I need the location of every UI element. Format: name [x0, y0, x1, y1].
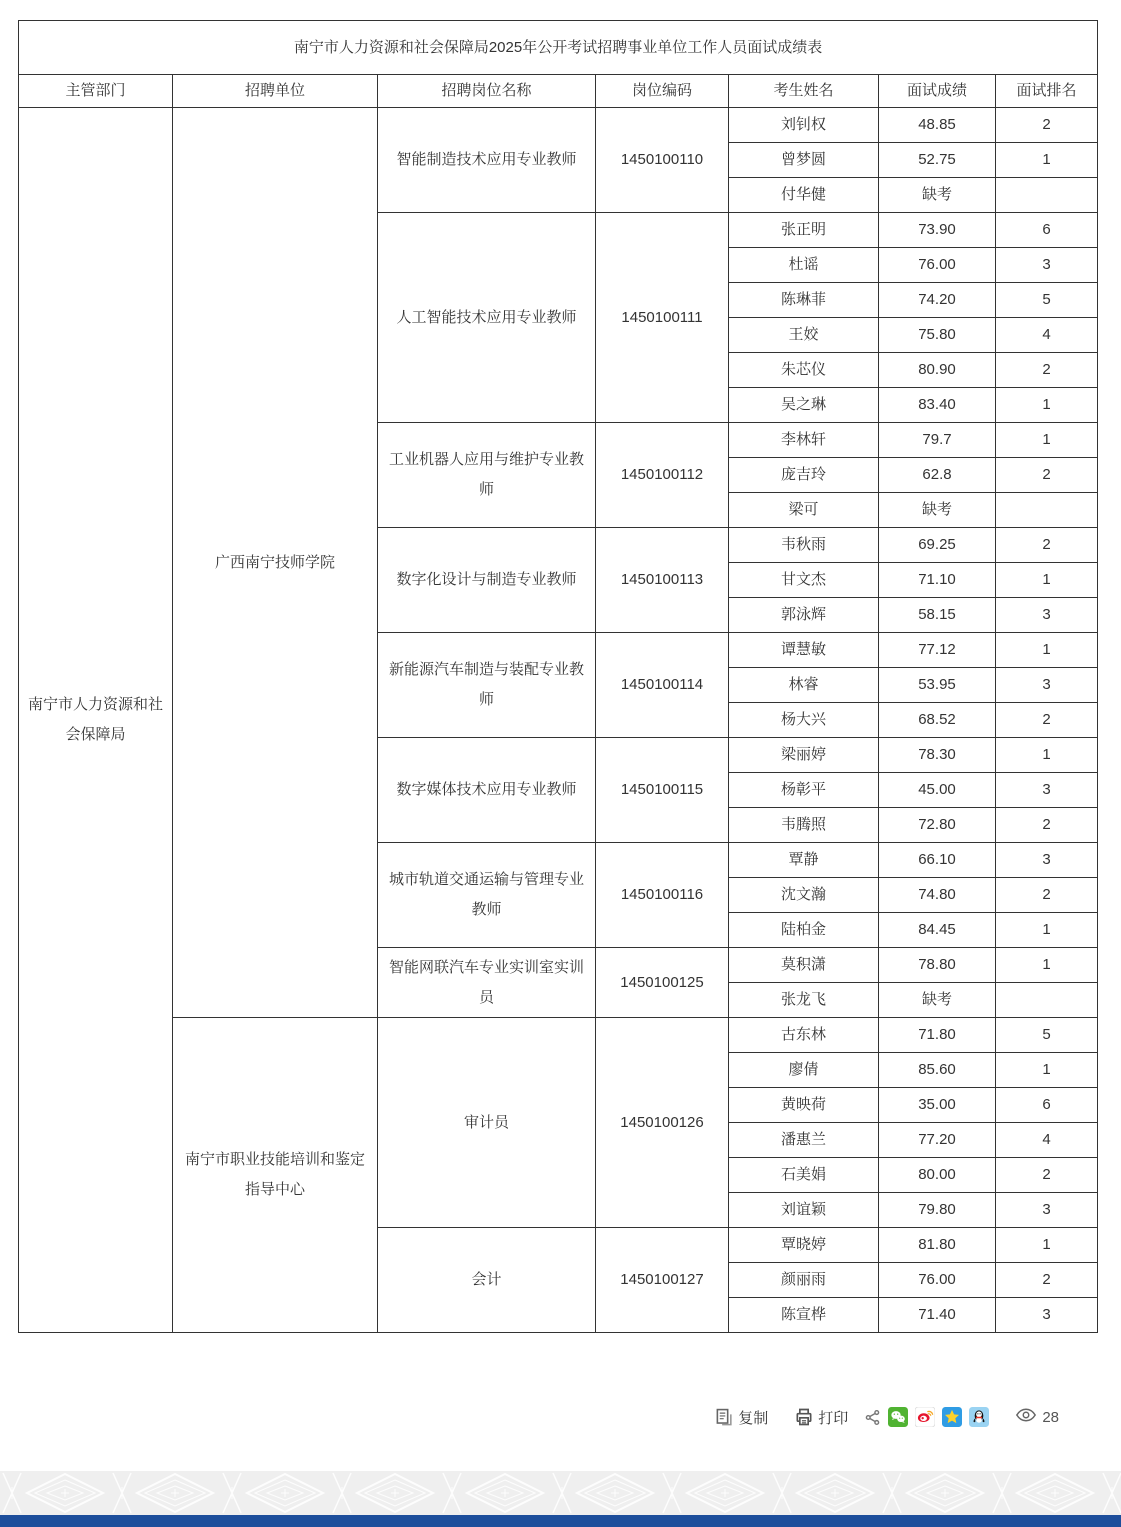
candidate-name-cell: 张正明 — [729, 213, 879, 248]
score-cell: 45.00 — [879, 773, 996, 808]
score-cell: 74.80 — [879, 878, 996, 913]
view-count: 28 — [1042, 1408, 1059, 1426]
footer-blue-bar — [0, 1515, 1121, 1527]
score-cell: 81.80 — [879, 1228, 996, 1263]
copy-button[interactable] — [715, 1407, 768, 1428]
rank-cell: 1 — [996, 143, 1098, 178]
score-table — [18, 20, 1098, 1333]
toolbar — [715, 1400, 1059, 1434]
rank-cell: 2 — [996, 1263, 1098, 1298]
score-cell: 77.20 — [879, 1123, 996, 1158]
score-cell: 72.80 — [879, 808, 996, 843]
rank-cell: 2 — [996, 1158, 1098, 1193]
share-qzone-button[interactable] — [942, 1407, 962, 1427]
candidate-name-cell: 潘惠兰 — [729, 1123, 879, 1158]
eye-icon — [1015, 1407, 1037, 1428]
department-cell: 南宁市人力资源和社会保障局 — [19, 108, 173, 1333]
candidate-name-cell: 曾梦圆 — [729, 143, 879, 178]
score-cell: 78.80 — [879, 948, 996, 983]
rank-cell: 1 — [996, 423, 1098, 458]
candidate-name-cell: 刘谊颖 — [729, 1193, 879, 1228]
candidate-name-cell: 陆柏金 — [729, 913, 879, 948]
printer-icon — [794, 1407, 814, 1427]
score-cell: 71.10 — [879, 563, 996, 598]
score-cell: 58.15 — [879, 598, 996, 633]
rank-cell: 3 — [996, 668, 1098, 703]
rank-cell: 1 — [996, 633, 1098, 668]
score-cell: 80.00 — [879, 1158, 996, 1193]
position-name-cell: 审计员 — [378, 1018, 596, 1228]
column-header-rank: 面试排名 — [996, 75, 1098, 108]
candidate-name-cell: 李林轩 — [729, 423, 879, 458]
candidate-name-cell: 梁可 — [729, 493, 879, 528]
table-row — [19, 108, 1098, 143]
score-cell: 62.8 — [879, 458, 996, 493]
position-code-cell: 1450100126 — [596, 1018, 729, 1228]
decorative-pattern-band — [0, 1471, 1121, 1515]
rank-cell: 6 — [996, 1088, 1098, 1123]
score-cell: 74.20 — [879, 283, 996, 318]
position-code-cell: 1450100111 — [596, 213, 729, 423]
rank-cell: 4 — [996, 318, 1098, 353]
rank-cell: 2 — [996, 108, 1098, 143]
rank-cell: 1 — [996, 563, 1098, 598]
position-code-cell: 1450100125 — [596, 948, 729, 1018]
candidate-name-cell: 付华健 — [729, 178, 879, 213]
rank-cell: 5 — [996, 283, 1098, 318]
candidate-name-cell: 王姣 — [729, 318, 879, 353]
rank-cell — [996, 983, 1098, 1018]
position-name-cell: 人工智能技术应用专业教师 — [378, 213, 596, 423]
candidate-name-cell: 韦秋雨 — [729, 528, 879, 563]
position-name-cell: 城市轨道交通运输与管理专业教师 — [378, 843, 596, 948]
position-code-cell: 1450100114 — [596, 633, 729, 738]
rank-cell: 1 — [996, 913, 1098, 948]
share-button[interactable] — [864, 1409, 881, 1426]
rank-cell: 2 — [996, 703, 1098, 738]
weibo-icon — [915, 1407, 935, 1427]
rank-cell: 3 — [996, 843, 1098, 878]
position-name-cell: 新能源汽车制造与装配专业教师 — [378, 633, 596, 738]
candidate-name-cell: 林睿 — [729, 668, 879, 703]
position-code-cell: 1450100110 — [596, 108, 729, 213]
score-cell: 53.95 — [879, 668, 996, 703]
qq-icon — [969, 1407, 989, 1427]
position-name-cell: 数字媒体技术应用专业教师 — [378, 738, 596, 843]
score-cell: 缺考 — [879, 983, 996, 1018]
score-cell: 69.25 — [879, 528, 996, 563]
candidate-name-cell: 吴之琳 — [729, 388, 879, 423]
copy-icon — [715, 1408, 734, 1427]
column-header-code: 岗位编码 — [596, 75, 729, 108]
score-cell: 52.75 — [879, 143, 996, 178]
rank-cell: 4 — [996, 1123, 1098, 1158]
qzone-icon — [942, 1407, 962, 1427]
rank-cell — [996, 493, 1098, 528]
rank-cell: 2 — [996, 808, 1098, 843]
share-qq-button[interactable] — [969, 1407, 989, 1427]
wechat-icon — [888, 1407, 908, 1427]
score-cell: 76.00 — [879, 248, 996, 283]
rank-cell: 2 — [996, 878, 1098, 913]
position-code-cell: 1450100115 — [596, 738, 729, 843]
rank-cell: 3 — [996, 248, 1098, 283]
table-row — [19, 1018, 1098, 1053]
score-cell: 缺考 — [879, 493, 996, 528]
candidate-name-cell: 杜谣 — [729, 248, 879, 283]
candidate-name-cell: 廖倩 — [729, 1053, 879, 1088]
rank-cell: 2 — [996, 458, 1098, 493]
score-cell: 48.85 — [879, 108, 996, 143]
position-name-cell: 智能制造技术应用专业教师 — [378, 108, 596, 213]
rank-cell — [996, 178, 1098, 213]
page-title: 南宁市人力资源和社会保障局2025年公开考试招聘事业单位工作人员面试成绩表 — [19, 21, 1098, 75]
print-button[interactable] — [794, 1407, 848, 1428]
score-cell: 79.7 — [879, 423, 996, 458]
rank-cell: 1 — [996, 738, 1098, 773]
share-wechat-button[interactable] — [888, 1407, 908, 1427]
position-code-cell: 1450100112 — [596, 423, 729, 528]
candidate-name-cell: 沈文瀚 — [729, 878, 879, 913]
rank-cell: 2 — [996, 528, 1098, 563]
rank-cell: 2 — [996, 353, 1098, 388]
rank-cell: 6 — [996, 213, 1098, 248]
position-code-cell: 1450100113 — [596, 528, 729, 633]
candidate-name-cell: 谭慧敏 — [729, 633, 879, 668]
table-header-row — [19, 75, 1098, 108]
position-code-cell: 1450100127 — [596, 1228, 729, 1333]
score-cell: 35.00 — [879, 1088, 996, 1123]
candidate-name-cell: 陈宣桦 — [729, 1298, 879, 1333]
score-cell: 71.40 — [879, 1298, 996, 1333]
score-cell: 77.12 — [879, 633, 996, 668]
candidate-name-cell: 覃静 — [729, 843, 879, 878]
candidate-name-cell: 石美娟 — [729, 1158, 879, 1193]
position-code-cell: 1450100116 — [596, 843, 729, 948]
rank-cell: 3 — [996, 773, 1098, 808]
score-cell: 79.80 — [879, 1193, 996, 1228]
candidate-name-cell: 郭泳辉 — [729, 598, 879, 633]
candidate-name-cell: 梁丽婷 — [729, 738, 879, 773]
share-weibo-button[interactable] — [915, 1407, 935, 1427]
position-name-cell: 会计 — [378, 1228, 596, 1333]
rank-cell: 3 — [996, 598, 1098, 633]
candidate-name-cell: 刘钊权 — [729, 108, 879, 143]
position-name-cell: 数字化设计与制造专业教师 — [378, 528, 596, 633]
rank-cell: 1 — [996, 1053, 1098, 1088]
candidate-name-cell: 陈琳菲 — [729, 283, 879, 318]
view-counter — [1015, 1407, 1059, 1428]
rank-cell: 1 — [996, 388, 1098, 423]
candidate-name-cell: 颜丽雨 — [729, 1263, 879, 1298]
column-header-department: 主管部门 — [19, 75, 173, 108]
table-title-row — [19, 21, 1098, 75]
score-cell: 缺考 — [879, 178, 996, 213]
column-header-score: 面试成绩 — [879, 75, 996, 108]
unit-cell: 南宁市职业技能培训和鉴定指导中心 — [173, 1018, 378, 1333]
score-cell: 85.60 — [879, 1053, 996, 1088]
rank-cell: 1 — [996, 948, 1098, 983]
score-cell: 73.90 — [879, 213, 996, 248]
score-cell: 78.30 — [879, 738, 996, 773]
rank-cell: 3 — [996, 1193, 1098, 1228]
candidate-name-cell: 杨大兴 — [729, 703, 879, 738]
column-header-position: 招聘岗位名称 — [378, 75, 596, 108]
share-icon — [864, 1409, 881, 1426]
score-cell: 68.52 — [879, 703, 996, 738]
unit-cell: 广西南宁技师学院 — [173, 108, 378, 1018]
candidate-name-cell: 甘文杰 — [729, 563, 879, 598]
rank-cell: 3 — [996, 1298, 1098, 1333]
score-cell: 66.10 — [879, 843, 996, 878]
rank-cell: 1 — [996, 1228, 1098, 1263]
candidate-name-cell: 韦腾照 — [729, 808, 879, 843]
score-cell: 71.80 — [879, 1018, 996, 1053]
candidate-name-cell: 张龙飞 — [729, 983, 879, 1018]
table-body — [19, 108, 1098, 1333]
candidate-name-cell: 庞吉玲 — [729, 458, 879, 493]
score-cell: 75.80 — [879, 318, 996, 353]
position-name-cell: 工业机器人应用与维护专业教师 — [378, 423, 596, 528]
score-cell: 84.45 — [879, 913, 996, 948]
candidate-name-cell: 莫积潇 — [729, 948, 879, 983]
candidate-name-cell: 杨彰平 — [729, 773, 879, 808]
candidate-name-cell: 古东林 — [729, 1018, 879, 1053]
candidate-name-cell: 黄映荷 — [729, 1088, 879, 1123]
column-header-candidate: 考生姓名 — [729, 75, 879, 108]
rank-cell: 5 — [996, 1018, 1098, 1053]
copy-label: 复制 — [738, 1409, 769, 1427]
score-cell: 80.90 — [879, 353, 996, 388]
candidate-name-cell: 朱芯仪 — [729, 353, 879, 388]
print-label: 打印 — [818, 1409, 849, 1427]
column-header-unit: 招聘单位 — [173, 75, 378, 108]
score-cell: 83.40 — [879, 388, 996, 423]
candidate-name-cell: 覃晓婷 — [729, 1228, 879, 1263]
position-name-cell: 智能网联汽车专业实训室实训员 — [378, 948, 596, 1018]
score-cell: 76.00 — [879, 1263, 996, 1298]
